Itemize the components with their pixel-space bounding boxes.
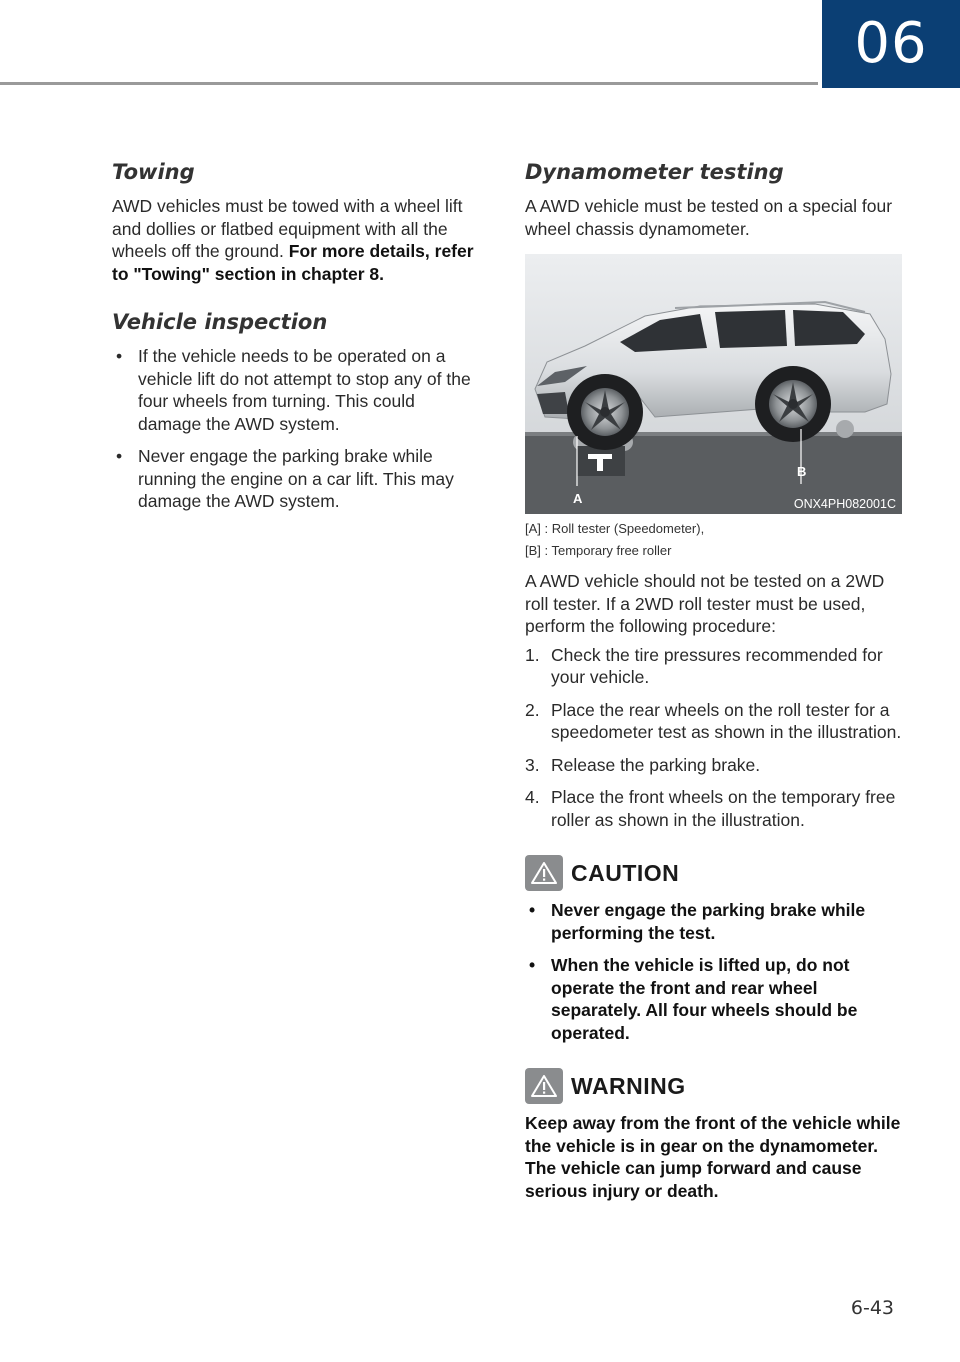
list-item-text: If the vehicle needs to be operated on a vehicle lift do not attempt to stop any of the four wheels from turning. This could damage the AWD system. (138, 346, 471, 434)
left-column (112, 155, 482, 523)
bullet-marker: • (529, 955, 536, 975)
bullet-marker: • (116, 446, 123, 466)
caption-b: [B] : Temporary free roller (525, 543, 672, 558)
step-text: Release the parking brake. (551, 754, 761, 775)
caption-a: [A] : Roll tester (Speedometer), (525, 521, 705, 536)
step-number: 4. (525, 787, 540, 807)
dynamometer-figure (525, 254, 902, 514)
step-number: 2. (525, 699, 540, 720)
step-item (525, 754, 905, 777)
header-rule (0, 82, 818, 85)
step-number: 3. (525, 754, 540, 775)
list-item-text: Never engage the parking brake while performing the test. (551, 900, 866, 943)
list-item (525, 899, 905, 944)
dynamometer-heading: Dynamometer testing (525, 160, 784, 184)
step-text: Place the rear wheels on the roll tester for a speedometer test as shown in the illustration. (551, 699, 902, 742)
step-text: Place the front wheels on the temporary free roller as shown in the illustration. (551, 787, 896, 830)
list-item (525, 954, 905, 1044)
caution-warning-triangle-icon (525, 855, 563, 891)
list-item (112, 345, 482, 435)
dynamometer-body: A AWD vehicle should not be tested on a 2WD roll tester. If a 2WD roll tester must be used, perform the following procedure: (525, 571, 885, 636)
warning-body: Keep away from the front of the vehicle while the vehicle is in gear on the dynamometer. The vehicle can jump forward and cause serious injury or death. (525, 1113, 901, 1201)
step-text: Check the tire pressures recommended for your vehicle. (551, 644, 883, 687)
roller-b-right (836, 420, 854, 438)
page-number: 6-43 (850, 1297, 894, 1319)
list-item-text: When the vehicle is lifted up, do not operate the front and rear wheel separately. All four wheels should be operated. (551, 955, 858, 1043)
warning-title: WARNING (571, 1072, 686, 1099)
warning-triangle-icon (525, 1068, 563, 1104)
towing-heading: Towing (112, 160, 195, 184)
towing-body (112, 195, 482, 285)
vehicle-inspection-list (112, 345, 482, 513)
right-column (525, 155, 905, 1202)
caution-title: CAUTION (571, 859, 680, 886)
list-item-text: Never engage the parking brake while running the engine on a car lift. This may damage the AWD system. (138, 446, 454, 511)
caution-header (525, 855, 905, 891)
step-item (525, 644, 905, 689)
warning-header (525, 1068, 905, 1104)
step-number: 1. (525, 644, 540, 665)
figure-label-b: B (797, 464, 807, 479)
dynamometer-illustration (525, 254, 902, 514)
figure-code: ONX4PH082001C (793, 497, 896, 511)
figure-label-a: A (573, 491, 583, 506)
vehicle-inspection-heading: Vehicle inspection (112, 310, 328, 334)
dynamometer-intro: A AWD vehicle must be tested on a special four wheel chassis dynamometer. (525, 196, 893, 239)
bullet-marker: • (529, 900, 536, 920)
towing-body-bold: For more details, refer to "Towing" section in chapter 8. (112, 241, 474, 284)
figure-caption (525, 518, 905, 562)
step-item (525, 786, 905, 831)
step-item (525, 699, 905, 744)
caution-list (525, 899, 905, 1044)
towing-body-text: AWD vehicles must be towed with a wheel lift and dollies or flatbed equipment with all the wheels off the ground. (112, 196, 463, 261)
procedure-steps (525, 644, 905, 832)
list-item (112, 445, 482, 513)
bullet-marker: • (116, 346, 123, 366)
chapter-tab: 06 (822, 0, 960, 88)
